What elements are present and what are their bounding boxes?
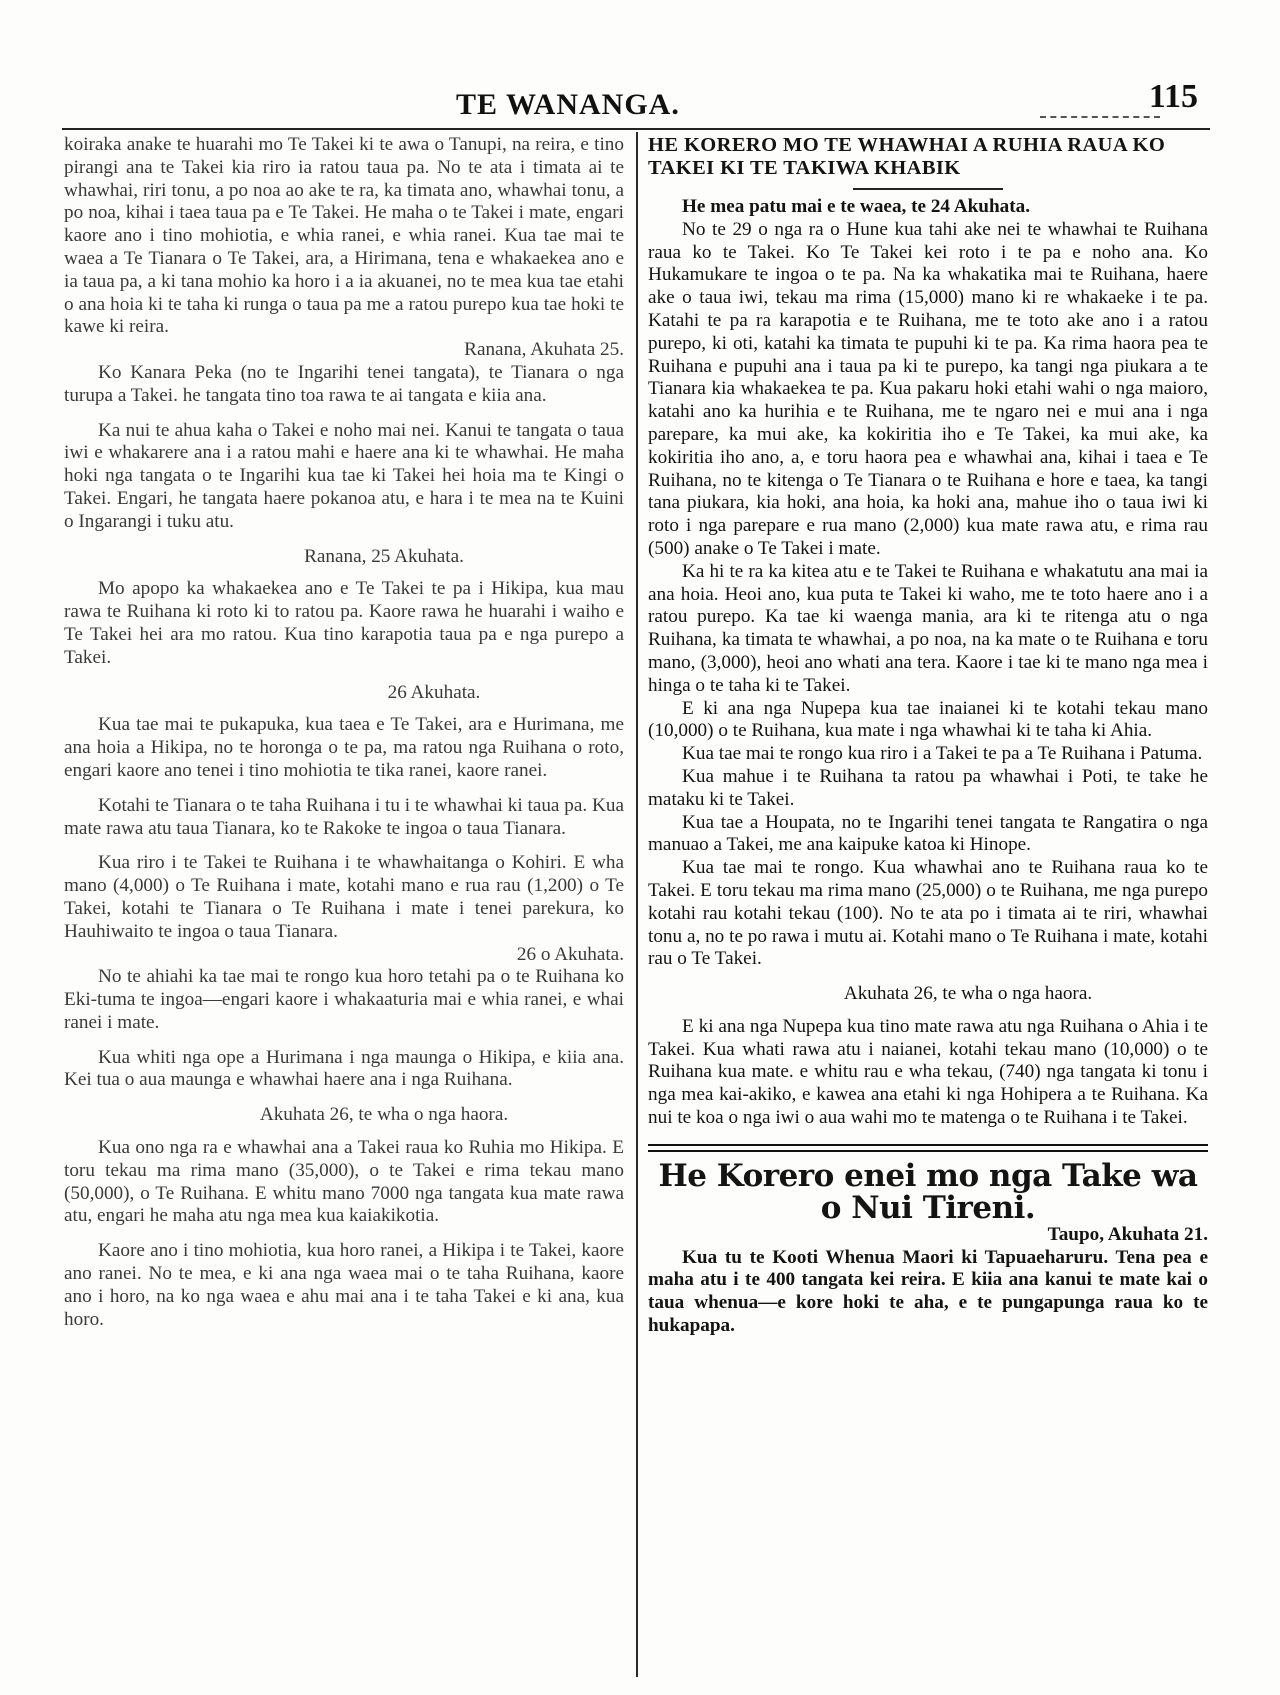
article-paragraph: E ki ana nga Nupepa kua tae inaianei ki te kotahi tekau mano (10,000) o te Ruihana, kua mate i nga whawhai ki te taha ki Ahia.: [648, 697, 1208, 742]
article-paragraph: E ki ana nga Nupepa kua tino mate rawa atu nga Ruihana o Ahia i te Takei. Kua whati rawa atu i naianei, kotahi tekau mano (10,000) o te Ruihana kua mate. e whitu rau e wha tekau, (740) nga tangata ki tonu i nga mea kai-akiko, e kawea ana etahi ki nga Hohipera a te Ruihana. Ka nui te koa o nga iwi o aua wahi mo te matenga o te Ruihana i te Takei.: [648, 1015, 1208, 1129]
ink-smudge: [1040, 104, 1160, 118]
article-paragraph: Mo apopo ka whakaekea ano e Te Takei te pa i Hikipa, kua mau rawa te Ruihana ki roto ki to ratou pa. Kaore rawa he huarahi i waiho e Te Takei hei ara mo ratou. Kua tino karapotia taua pa e nga purepo a Takei.: [64, 578, 624, 668]
dateline: 26 Akuhata.: [387, 681, 481, 703]
section-double-rule: [648, 1144, 1208, 1152]
article-paragraph: Kotahi te Tianara o te taha Ruihana i tu i te whawhai ki taua pa. Kua mate rawa atu taua Tianara, ko te Rakoke te ingoa o taua Tianara.: [64, 794, 624, 839]
article-paragraph: koiraka anake te huarahi mo Te Takei ki te awa o Tanupi, na reira, e tino pirangi ana te Takei kia riro ia ratou taua pa. No te ata i timata ai te whawhai, riri tonu, a po noa ao ake te ra, ka timata ano, whawhai tonu, a po noa, kihai i taea taua pa e Te Takei. He maha o te Takei i mate, engari kaore ano i tino mohiotia, e whia ranei, e whia ranei. Kua tae mai te waea a Te Tianara o Te Takei, ara, a Hirimana, tena e whakaekea ano e ia taua pa, a ki tana mohio ka horo i a ia akuanei, no te mea kua tae etahi o ana hoia ki te taha ki runga o taua pa me a ratou purepo kua tae hoki te kawe ki reira.: [64, 134, 624, 338]
article-paragraph: Kua tae a Houpata, no te Ingarihi tenei tangata te Rangatira o nga manuao a Takei, me ana kaipuke katoa ki Hinope.: [648, 811, 1208, 856]
article-paragraph: Kua tae mai te rongo kua riro i a Takei te pa a Te Ruihana i Patuma.: [682, 743, 1203, 765]
article-paragraph: Kaore ano i tino mohiotia, kua horo ranei, a Hikipa i te Takei, kaore ano ranei. No te mea, e ki ana nga waea mai o te taha Ruihana, kaore ano i horo, na ko nga waea e ahu mai ana i te taha Takei e ki ana, kua horo.: [64, 1240, 624, 1330]
right-column: [648, 134, 1208, 1338]
left-column: [64, 134, 624, 1331]
article-paragraph: No te ahiahi ka tae mai te rongo kua horo tetahi pa o te Ruihana ko Eki-tuma te ingoa—engari kaore i whakaaturia mai e whia ranei, e whai ranei i mate.: [64, 966, 624, 1033]
headline-rule: [853, 188, 1003, 190]
article-paragraph: Ka nui te ahua kaha o Takei e noho mai nei. Kanui te tangata o taua iwi e whakarere ana i a ratou mahi e haere ana ki te whawhai. He maha hoki nga tangata o te Ingarihi kua tae ki Takei hei hoia ma te Kingi o Takei. Engari, he tangata haere pokanoa atu, e hara i te mea na te Kuini o Ingarangi i tuku atu.: [64, 419, 624, 532]
section-dateline: Taupo, Akuhata 21.: [1047, 1223, 1208, 1245]
dateline: Ranana, Akuhata 25.: [464, 339, 624, 361]
dateline: Ranana, 25 Akuhata.: [304, 545, 464, 567]
article-paragraph: Ka hi te ra ka kitea atu e te Takei te Ruihana e whakatutu ana mai ia ana hoia. Heoi ano, kua puta te Takei ki waho, me te toto haere ano i a ratou purepo. Ka tae ki waenga mania, ara ki te ritenga atu o nga Ruihana, ka timata te whawhai, a po noa, na ka mate o te Ruihana e toru mano, (3,000), heoi ano whati ana tera. Kaore i tae ki te mano nga mea i hinga o te taha ki te Takei.: [648, 560, 1208, 696]
article-paragraph: Kua tae mai te pukapuka, kua taea e Te Takei, ara e Hurimana, me ana hoia a Hikipa, no te horonga o te pa, ma ratou nga Ruihana o roto, engari kaore ano tenei i tino mohiotia te tika ranei, kaore ranei.: [64, 714, 624, 781]
section-headline: He Korero enei mo nga Take wa o Nui Tireni.: [658, 1157, 1198, 1226]
article-paragraph: Kua tae mai te rongo. Kua whawhai ano te Ruihana raua ko te Takei. E toru tekau ma rima mano (25,000) o te Ruihana, me nga purepo kotahi rau kotahi tekau (100). No te ata po i timata ai te riri, whawhai tonu a, no te po rawa i mutu ai. Kotahi mano o Te Ruihana i mate, kotahi rau o Te Takei.: [648, 857, 1208, 970]
article-paragraph: No te 29 o nga ra o Hune kua tahi ake nei te whawhai te Ruihana raua ko te Takei. Ko Te Takei kei roto i te pa e noho ana. Ko Hukamukare te ingoa o te pa. Na ka whakatika mai te Ruihana, haere ake o taua iwi, tekau ma rima (15,000) mano ki re whakaeke i te pa. Katahi te pa ra karapotia e te Ruihana, me te toto ake ano i a ratou purepo, ki oti, katahi ka timata te pupuhi ki te pa. Ka rima haora pea te Ruihana e pupuhi ana i taua pa ki te purepo, ka tangi nga piukara a te Tianara kia whakaekea te pa. Kua pakaru hoki etahi wahi o nga maioro, katahi ano ka hurihia e te Ruihana, me te ngaro nei e mui ana i nga parepare, ka mui ake, ka kokiritia iho e Te Takei, ka mui ake, ka kokiritia iho ano, a, e toru haora pea e whawhai ana, kihai i taea e Te Ruihana, no te kitenga o Te Tianara o te Ruihana e hore e taea, ka tangi tana piukara, kia hoki, ana hoia, ka hoki ana, mahue iho o taua iwi ki roto i nga parepare e rua mano (2,000) kua mate rawa atu, e rima rau (500) anake o Te Takei i mate.: [648, 218, 1208, 559]
masthead: [60, 78, 1210, 124]
masthead-rule: [62, 128, 1210, 130]
article-paragraph: Kua whiti nga ope a Hurimana i nga maunga o Hikipa, e kiia ana. Kei tua o aua maunga e whawhai haere ana i nga Ruihana.: [64, 1046, 624, 1091]
article-dateline-2: Akuhata 26, te wha o nga haora.: [843, 983, 1093, 1005]
article-dateline: He mea patu mai e te waea, te 24 Akuhata.: [682, 196, 1030, 217]
section-paragraph: Kua tu te Kooti Whenua Maori ki Tapuaeharuru. Tena pea e maha atu i te 400 tangata kei reira. E kiia ana kanui te mate kai o taua whenua—e kore hoki te aha, e te pungapunga raua ko te hukapapa.: [648, 1246, 1208, 1337]
column-divider: [636, 132, 638, 1677]
article-paragraph: Ko Kanara Peka (no te Ingarihi tenei tangata), te Tianara o nga turupa a Takei. he tangata tino toa rawa te ai tangata e kiia ana.: [64, 361, 624, 406]
article-paragraph: Kua ono nga ra e whawhai ana a Takei raua ko Ruhia mo Hikipa. E toru tekau ma rima mano (35,000), o te Takei e rima tekau mano (50,000), o Te Ruihana. E whitu mano 7000 nga tangata kua mate rawa atu, engari he maha atu nga mea kua kaiakikotia.: [64, 1137, 624, 1227]
article-headline: HE KORERO MO TE WHAWHAI A RUHIA RAUA KO TAKEI KI TE TAKIWA KHABIK: [648, 134, 1166, 179]
article-paragraph: Kua mahue i te Ruihana ta ratou pa whawhai i Poti, te take he mataku ki te Takei.: [648, 765, 1208, 810]
page-number: 115: [1148, 78, 1198, 115]
dateline: 26 o Akuhata.: [516, 943, 624, 965]
dateline: Akuhata 26, te wha o nga haora.: [259, 1104, 509, 1126]
article-paragraph: Kua riro i te Takei te Ruihana i te whawhaitanga o Kohiri. E wha mano (4,000) o Te Ruihana i mate, kotahi mano e rua rau (1,200) o Te Takei, kotahi te Tianara o Te Ruihana i mate i tenei parekura, ko Hauhiwaito te ingoa o taua Tianara.: [64, 852, 624, 942]
newspaper-title: TE WANANGA.: [456, 88, 680, 121]
